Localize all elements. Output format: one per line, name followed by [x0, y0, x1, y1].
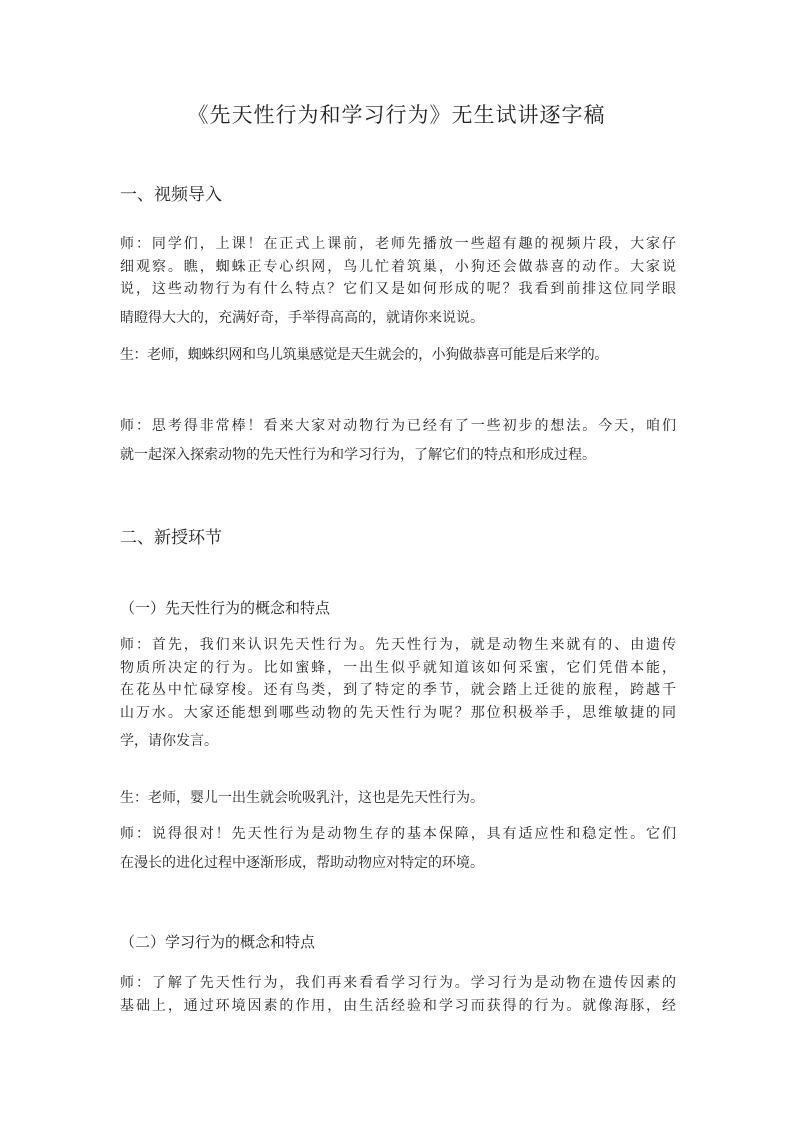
paragraph-student-answer-1	[120, 344, 676, 367]
paragraph-line: 细观察。瞧，蜘蛛正专心织网，鸟儿忙着筑巢，小狗还会做恭喜的动作。大家说	[120, 258, 676, 275]
subsection-heading-learned-behavior: （二）学习行为的概念和特点	[120, 933, 316, 951]
paragraph-line: 师：同学们，上课！在正式上课前，老师先播放一些超有趣的视频片段，大家仔	[120, 236, 676, 252]
document-title: 《先天性行为和学习行为》无生试讲逐字稿	[187, 103, 606, 127]
paragraph-line: 师：首先，我们来认识先天性行为。先天性行为，就是动物生来就有的、由遗传	[120, 637, 676, 653]
paragraph-line: 师：思考得非常棒！看来大家对动物行为已经有了一些初步的想法。今天，咱们	[120, 418, 676, 434]
paragraph-line: 就一起深入探索动物的先天性行为和学习行为，了解它们的特点和形成过程。	[120, 446, 596, 463]
paragraph-line: 师：说得很对！先天性行为是动物生存的基本保障，具有适应性和稳定性。它们	[120, 826, 676, 842]
paragraph-teacher-intro	[120, 233, 676, 329]
paragraph-line: 学，请你发言。	[120, 733, 218, 749]
paragraph-line: 生：老师，蜘蛛织网和鸟儿筑巢感觉是天生就会的，小狗做恭喜可能是后来学的。	[120, 347, 608, 363]
paragraph-line: 在花丛中忙碌穿梭。还有鸟类，到了特定的季节，就会踏上迁徙的旅程，跨越千	[120, 682, 676, 698]
paragraph-line: 说，这些动物行为有什么特点？它们又是如何形成的呢？我看到前排这位同学眼	[120, 281, 676, 297]
paragraph-teacher-praise-1	[120, 415, 676, 466]
paragraph-student-answer-2	[120, 787, 676, 810]
paragraph-line: 睛瞪得大大的，充满好奇，手举得高高的，就请你来说说。	[120, 309, 484, 326]
section-heading-new-lesson: 二、新授环节	[120, 528, 222, 548]
paragraph-line: 在漫长的进化过程中逐渐形成，帮助动物应对特定的环境。	[120, 854, 484, 871]
paragraph-line: 师：了解了先天性行为，我们再来看看学习行为。学习行为是动物在遗传因素的	[120, 975, 676, 991]
paragraph-line: 山万水。大家还能想到哪些动物的先天性行为呢？那位积极举手，思维敏捷的同	[120, 704, 676, 721]
subsection-heading-innate-behavior: （一）先天性行为的概念和特点	[120, 599, 331, 617]
paragraph-line: 基础上，通过环境因素的作用，由生活经验和学习而获得的行为。就像海豚，经	[120, 997, 676, 1014]
paragraph-line: 物质所决定的行为。比如蜜蜂，一出生似乎就知道该如何采蜜，它们凭借本能，	[120, 659, 676, 676]
paragraph-line: 生：老师，婴儿一出生就会吮吸乳汁，这也是先天性行为。	[120, 790, 484, 806]
section-heading-video-intro: 一、视频导入	[120, 185, 222, 205]
paragraph-learned-behavior	[120, 972, 676, 1017]
paragraph-teacher-praise-2	[120, 823, 676, 874]
paragraph-innate-behavior	[120, 634, 676, 753]
